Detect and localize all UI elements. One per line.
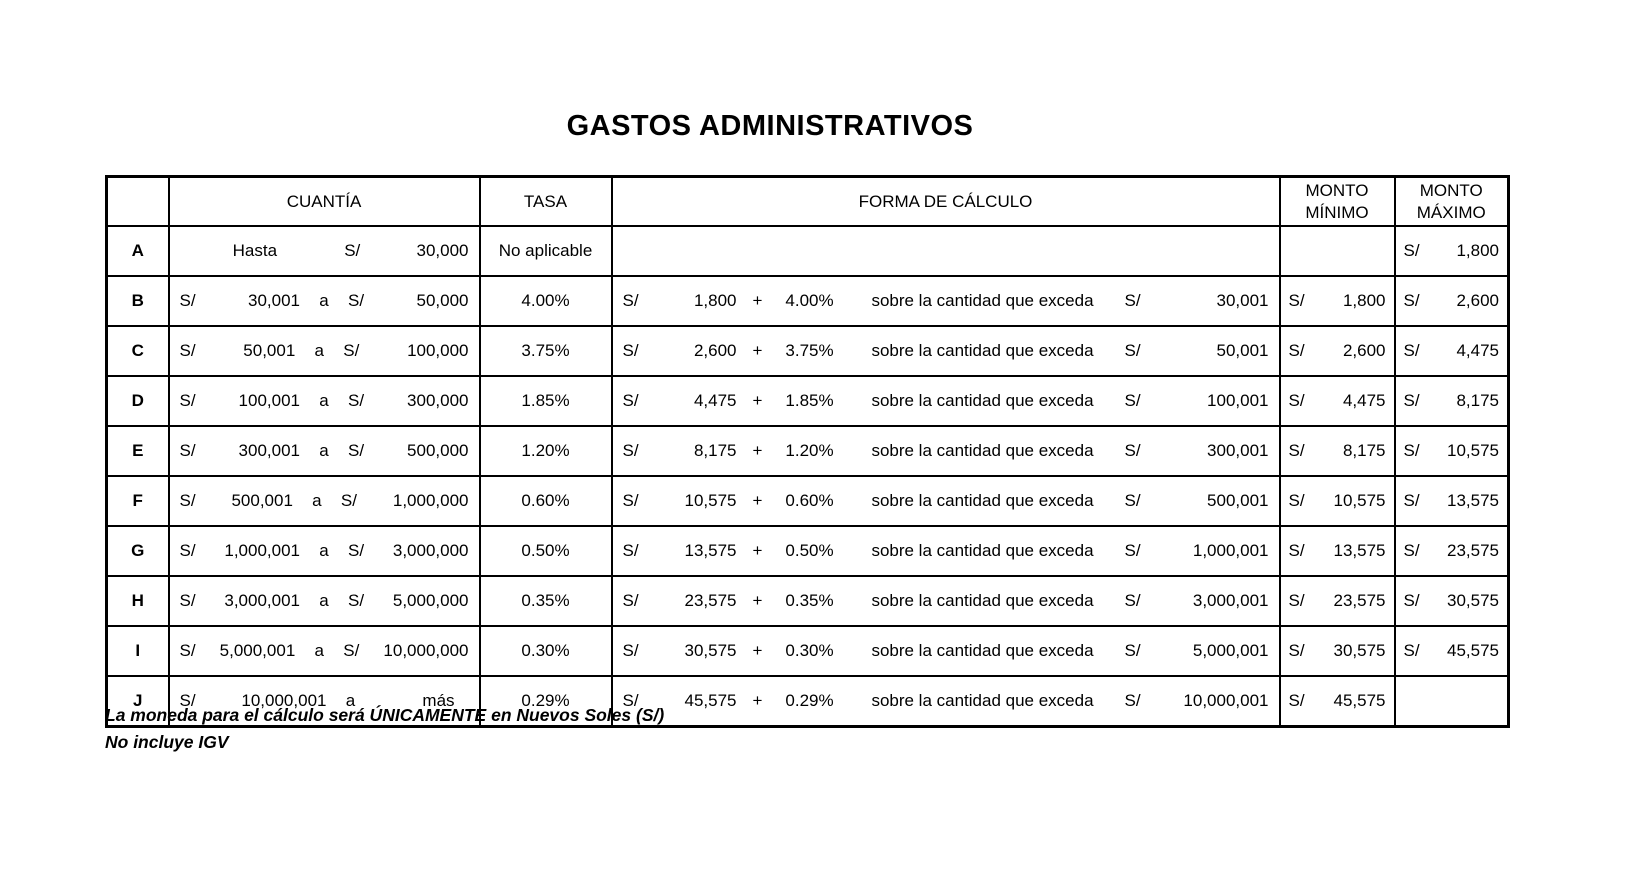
plus-sign: +	[752, 591, 763, 610]
range-separator: a	[319, 441, 329, 460]
range-separator: a	[312, 491, 322, 510]
currency-symbol: S/	[343, 641, 360, 660]
threshold-amount: 100,001	[1207, 391, 1269, 410]
currency-symbol: S/	[1288, 591, 1305, 610]
threshold-amount: 10,000,001	[1183, 691, 1269, 710]
row-letter: D	[107, 376, 169, 426]
cuantia-to-value: 50,000	[416, 291, 469, 310]
monto-maximo-cell	[1395, 576, 1509, 626]
monto-maximo-content	[1396, 291, 1508, 311]
tasa-cell: 1.20%	[480, 426, 612, 476]
currency-symbol: S/	[1124, 491, 1141, 510]
currency-symbol: S/	[622, 391, 639, 410]
forma-de-calculo-cell	[612, 276, 1280, 326]
range-separator: a	[345, 691, 356, 710]
note-igv: No incluye IGV	[105, 732, 229, 752]
table-row	[107, 476, 1509, 526]
currency-symbol: S/	[622, 341, 639, 360]
currency-symbol: S/	[340, 491, 357, 510]
header-monto-minimo: MONTO MÍNIMO	[1280, 177, 1395, 227]
monto-maximo-value: 23,575	[1447, 541, 1499, 560]
cuantia-content	[170, 341, 479, 361]
currency-symbol: S/	[1403, 641, 1420, 660]
cuantia-from-value: 1,000,001	[224, 541, 300, 560]
forma-de-calculo-cell	[612, 426, 1280, 476]
forma-de-calculo-cell	[612, 626, 1280, 676]
cuantia-cell	[169, 426, 480, 476]
monto-minimo-cell	[1280, 226, 1395, 276]
table-row	[107, 376, 1509, 426]
monto-maximo-value: 30,575	[1447, 591, 1499, 610]
currency-symbol: S/	[1288, 691, 1305, 710]
forma-content	[613, 391, 1279, 411]
monto-maximo-content	[1396, 641, 1508, 661]
forma-content	[613, 691, 1279, 711]
monto-minimo-value: 8,175	[1342, 441, 1386, 460]
currency-symbol: S/	[622, 691, 639, 710]
tasa-cell: 0.30%	[480, 626, 612, 676]
exceed-text: sobre la cantidad que exceda	[871, 641, 1094, 660]
base-amount: 13,575	[684, 541, 737, 560]
currency-symbol: S/	[1124, 641, 1141, 660]
cuantia-from-value: 300,001	[238, 441, 300, 460]
cuantia-content	[170, 641, 479, 661]
forma-de-calculo-cell	[612, 326, 1280, 376]
cuantia-cell	[169, 526, 480, 576]
currency-symbol: S/	[622, 641, 639, 660]
currency-symbol: S/	[343, 341, 360, 360]
cuantia-from-value: 30,001	[248, 291, 300, 310]
cuantia-from-value: 500,001	[231, 491, 293, 510]
currency-symbol: S/	[622, 441, 639, 460]
header-forma-de-calculo: FORMA DE CÁLCULO	[612, 177, 1280, 227]
monto-minimo-content	[1281, 691, 1394, 711]
currency-symbol: S/	[1288, 291, 1305, 310]
rate-percent: 4.00%	[785, 291, 834, 310]
cuantia-cell	[169, 376, 480, 426]
monto-maximo-value: 45,575	[1447, 641, 1499, 660]
cuantia-content	[170, 491, 479, 511]
base-amount: 10,575	[684, 491, 737, 510]
exceed-text: sobre la cantidad que exceda	[871, 391, 1094, 410]
row-letter: G	[107, 526, 169, 576]
exceed-text: sobre la cantidad que exceda	[871, 441, 1094, 460]
monto-maximo-cell	[1395, 376, 1509, 426]
monto-minimo-cell	[1280, 276, 1395, 326]
forma-content	[613, 541, 1279, 561]
currency-symbol: S/	[1288, 441, 1305, 460]
table-row	[107, 576, 1509, 626]
gastos-administrativos-table	[105, 175, 1510, 728]
tasa-cell: 3.75%	[480, 326, 612, 376]
monto-minimo-content	[1281, 391, 1394, 411]
rate-percent: 0.30%	[785, 641, 834, 660]
currency-symbol: S/	[1288, 341, 1305, 360]
currency-symbol: S/	[1403, 241, 1420, 260]
monto-maximo-cell	[1395, 626, 1509, 676]
monto-minimo-value: 10,575	[1333, 491, 1386, 510]
exceed-text: sobre la cantidad que exceda	[871, 691, 1094, 710]
base-amount: 23,575	[684, 591, 737, 610]
table-row	[107, 626, 1509, 676]
currency-symbol: S/	[179, 391, 196, 410]
monto-maximo-cell	[1395, 476, 1509, 526]
row-letter: H	[107, 576, 169, 626]
rate-percent: 1.20%	[785, 441, 834, 460]
threshold-amount: 5,000,001	[1192, 641, 1269, 660]
cuantia-content	[170, 391, 479, 411]
tasa-cell: 4.00%	[480, 276, 612, 326]
currency-symbol: S/	[1403, 391, 1420, 410]
exceed-text: sobre la cantidad que exceda	[871, 491, 1094, 510]
currency-symbol: S/	[1288, 641, 1305, 660]
monto-minimo-content	[1281, 541, 1394, 561]
row-letter: A	[107, 226, 169, 276]
cuantia-from-value: 5,000,001	[219, 641, 296, 660]
cuantia-to-value: 5,000,000	[392, 591, 469, 610]
monto-maximo-cell	[1395, 426, 1509, 476]
range-separator: a	[319, 391, 329, 410]
monto-minimo-value: 30,575	[1333, 641, 1386, 660]
monto-minimo-cell	[1280, 626, 1395, 676]
page-title: GASTOS ADMINISTRATIVOS	[566, 110, 974, 142]
monto-maximo-content	[1396, 491, 1508, 511]
currency-symbol: S/	[344, 241, 361, 260]
cuantia-to-value: 3,000,000	[392, 541, 469, 560]
cuantia-to-value: 10,000,000	[383, 641, 469, 660]
currency-symbol: S/	[1403, 591, 1420, 610]
table-row	[107, 326, 1509, 376]
exceed-text: sobre la cantidad que exceda	[871, 591, 1094, 610]
monto-maximo-value: 13,575	[1447, 491, 1499, 510]
monto-maximo-value: 2,600	[1456, 291, 1499, 310]
threshold-amount: 500,001	[1207, 491, 1269, 510]
threshold-amount: 50,001	[1216, 341, 1269, 360]
currency-symbol: S/	[622, 491, 639, 510]
tasa-cell: 1.85%	[480, 376, 612, 426]
exceed-text: sobre la cantidad que exceda	[871, 291, 1094, 310]
base-amount: 1,800	[693, 291, 737, 310]
currency-symbol: S/	[1124, 691, 1141, 710]
monto-maximo-value: 8,175	[1456, 391, 1499, 410]
range-separator: a	[319, 291, 329, 310]
row-letter: F	[107, 476, 169, 526]
table-row	[107, 276, 1509, 326]
currency-symbol: S/	[1288, 491, 1305, 510]
monto-minimo-cell	[1280, 476, 1395, 526]
monto-minimo-content	[1281, 341, 1394, 361]
currency-symbol: S/	[622, 591, 639, 610]
currency-symbol: S/	[348, 591, 365, 610]
monto-minimo-cell	[1280, 576, 1395, 626]
monto-minimo-value: 13,575	[1333, 541, 1386, 560]
currency-symbol: S/	[1124, 341, 1141, 360]
range-separator: a	[314, 641, 325, 660]
table-header	[107, 177, 1509, 227]
rate-percent: 0.60%	[785, 491, 834, 510]
monto-minimo-cell	[1280, 676, 1395, 727]
currency-symbol: S/	[348, 391, 365, 410]
table-row	[107, 226, 1509, 276]
forma-de-calculo-cell	[612, 676, 1280, 727]
cuantia-content	[170, 241, 479, 261]
forma-de-calculo-cell	[612, 376, 1280, 426]
note-currency: La moneda para el cálculo será ÚNICAMENTE en Nuevos Soles (S/)	[105, 705, 665, 725]
currency-symbol: S/	[1124, 541, 1141, 560]
cuantia-from-value: 100,001	[238, 391, 300, 410]
monto-minimo-value: 1,800	[1342, 291, 1386, 310]
monto-minimo-value: 45,575	[1333, 691, 1386, 710]
monto-minimo-content	[1281, 441, 1394, 461]
forma-de-calculo-cell	[612, 526, 1280, 576]
monto-minimo-content	[1281, 641, 1394, 661]
monto-maximo-cell	[1395, 526, 1509, 576]
currency-symbol: S/	[1403, 341, 1420, 360]
currency-symbol: S/	[1403, 291, 1420, 310]
forma-de-calculo-cell	[612, 576, 1280, 626]
monto-maximo-cell	[1395, 326, 1509, 376]
table-row	[107, 426, 1509, 476]
cuantia-to-value: 30,000	[416, 241, 469, 260]
forma-de-calculo-cell	[612, 226, 1280, 276]
currency-symbol: S/	[348, 291, 365, 310]
cuantia-from-value: 3,000,001	[224, 591, 300, 610]
monto-maximo-value: 10,575	[1447, 441, 1499, 460]
tasa-cell: No aplicable	[480, 226, 612, 276]
currency-symbol: S/	[179, 441, 196, 460]
row-letter: I	[107, 626, 169, 676]
range-separator: a	[314, 341, 325, 360]
plus-sign: +	[752, 441, 763, 460]
plus-sign: +	[752, 291, 763, 310]
monto-maximo-cell	[1395, 676, 1509, 727]
rate-percent: 1.85%	[785, 391, 834, 410]
plus-sign: +	[752, 391, 763, 410]
monto-minimo-value: 4,475	[1342, 391, 1386, 410]
tasa-cell: 0.60%	[480, 476, 612, 526]
currency-symbol: S/	[1403, 491, 1420, 510]
rate-percent: 0.29%	[785, 691, 834, 710]
header-monto-maximo: MONTO MÁXIMO	[1395, 177, 1509, 227]
monto-minimo-content	[1281, 291, 1394, 311]
currency-symbol: S/	[348, 541, 365, 560]
forma-content	[613, 591, 1279, 611]
row-letter: E	[107, 426, 169, 476]
currency-symbol: S/	[1288, 541, 1305, 560]
currency-symbol: S/	[1124, 441, 1141, 460]
cuantia-cell	[169, 276, 480, 326]
threshold-amount: 3,000,001	[1192, 591, 1269, 610]
row-letter: C	[107, 326, 169, 376]
currency-symbol: S/	[179, 291, 196, 310]
cuantia-from-value: 50,001	[243, 341, 296, 360]
rate-percent: 0.50%	[785, 541, 834, 560]
range-separator: a	[319, 591, 329, 610]
monto-minimo-value: 2,600	[1342, 341, 1386, 360]
tasa-cell: 0.29%	[480, 676, 612, 727]
tasa-cell: 0.35%	[480, 576, 612, 626]
cuantia-from-value: 10,000,001	[241, 691, 327, 710]
monto-minimo-value: 23,575	[1333, 591, 1386, 610]
forma-content	[613, 441, 1279, 461]
currency-symbol: S/	[179, 641, 196, 660]
header-row-label	[107, 177, 169, 227]
forma-de-calculo-cell	[612, 476, 1280, 526]
monto-maximo-content	[1396, 241, 1508, 261]
header-row	[107, 177, 1509, 227]
table-row	[107, 526, 1509, 576]
header-tasa: TASA	[480, 177, 612, 227]
cuantia-to-value: 1,000,000	[392, 491, 469, 510]
cuantia-from-value: Hasta	[232, 241, 278, 260]
rate-percent: 0.35%	[785, 591, 834, 610]
monto-maximo-cell	[1395, 276, 1509, 326]
plus-sign: +	[752, 641, 763, 660]
cuantia-to-value: 300,000	[407, 391, 469, 410]
exceed-text: sobre la cantidad que exceda	[871, 541, 1094, 560]
currency-symbol: S/	[179, 341, 196, 360]
threshold-amount: 30,001	[1216, 291, 1269, 310]
currency-symbol: S/	[1124, 291, 1141, 310]
currency-symbol: S/	[622, 291, 639, 310]
monto-maximo-value: 1,800	[1456, 241, 1499, 260]
currency-symbol: S/	[179, 591, 196, 610]
tasa-cell: 0.50%	[480, 526, 612, 576]
plus-sign: +	[752, 691, 763, 710]
forma-content	[613, 641, 1279, 661]
base-amount: 8,175	[693, 441, 737, 460]
forma-content	[613, 341, 1279, 361]
plus-sign: +	[752, 491, 763, 510]
row-letter: B	[107, 276, 169, 326]
row-letter: J	[107, 676, 169, 727]
monto-maximo-content	[1396, 591, 1508, 611]
monto-minimo-cell	[1280, 326, 1395, 376]
monto-maximo-cell	[1395, 226, 1509, 276]
monto-maximo-content	[1396, 541, 1508, 561]
forma-content	[613, 491, 1279, 511]
plus-sign: +	[752, 341, 763, 360]
monto-minimo-cell	[1280, 376, 1395, 426]
monto-maximo-value: 4,475	[1456, 341, 1499, 360]
cuantia-cell	[169, 326, 480, 376]
rate-percent: 3.75%	[785, 341, 834, 360]
cuantia-to-value: 500,000	[407, 441, 469, 460]
monto-maximo-content	[1396, 441, 1508, 461]
threshold-amount: 300,001	[1207, 441, 1269, 460]
base-amount: 2,600	[693, 341, 737, 360]
currency-symbol: S/	[1124, 391, 1141, 410]
cuantia-content	[170, 441, 479, 461]
monto-minimo-content	[1281, 491, 1394, 511]
monto-maximo-content	[1396, 341, 1508, 361]
cuantia-content	[170, 541, 479, 561]
currency-symbol: S/	[1403, 541, 1420, 560]
currency-symbol: S/	[1288, 391, 1305, 410]
threshold-amount: 1,000,001	[1192, 541, 1269, 560]
monto-minimo-cell	[1280, 526, 1395, 576]
monto-maximo-content	[1396, 391, 1508, 411]
currency-symbol: S/	[179, 491, 196, 510]
currency-symbol: S/	[179, 691, 196, 710]
currency-symbol: S/	[348, 441, 365, 460]
base-amount: 4,475	[693, 391, 737, 410]
cuantia-content	[170, 291, 479, 311]
table-body	[107, 226, 1509, 727]
cuantia-content	[170, 591, 479, 611]
cuantia-to-value: más	[422, 691, 455, 710]
currency-symbol: S/	[179, 541, 196, 560]
forma-content	[613, 291, 1279, 311]
range-separator: a	[319, 541, 329, 560]
monto-minimo-content	[1281, 591, 1394, 611]
currency-symbol: S/	[1403, 441, 1420, 460]
cuantia-to-value: 100,000	[407, 341, 469, 360]
footnotes	[105, 702, 664, 756]
cuantia-cell	[169, 476, 480, 526]
base-amount: 30,575	[684, 641, 737, 660]
header-cuantia: CUANTÍA	[169, 177, 480, 227]
currency-symbol: S/	[1124, 591, 1141, 610]
cuantia-cell	[169, 576, 480, 626]
base-amount: 45,575	[684, 691, 737, 710]
plus-sign: +	[752, 541, 763, 560]
currency-symbol: S/	[622, 541, 639, 560]
exceed-text: sobre la cantidad que exceda	[871, 341, 1094, 360]
cuantia-cell	[169, 626, 480, 676]
monto-minimo-cell	[1280, 426, 1395, 476]
cuantia-cell	[169, 226, 480, 276]
